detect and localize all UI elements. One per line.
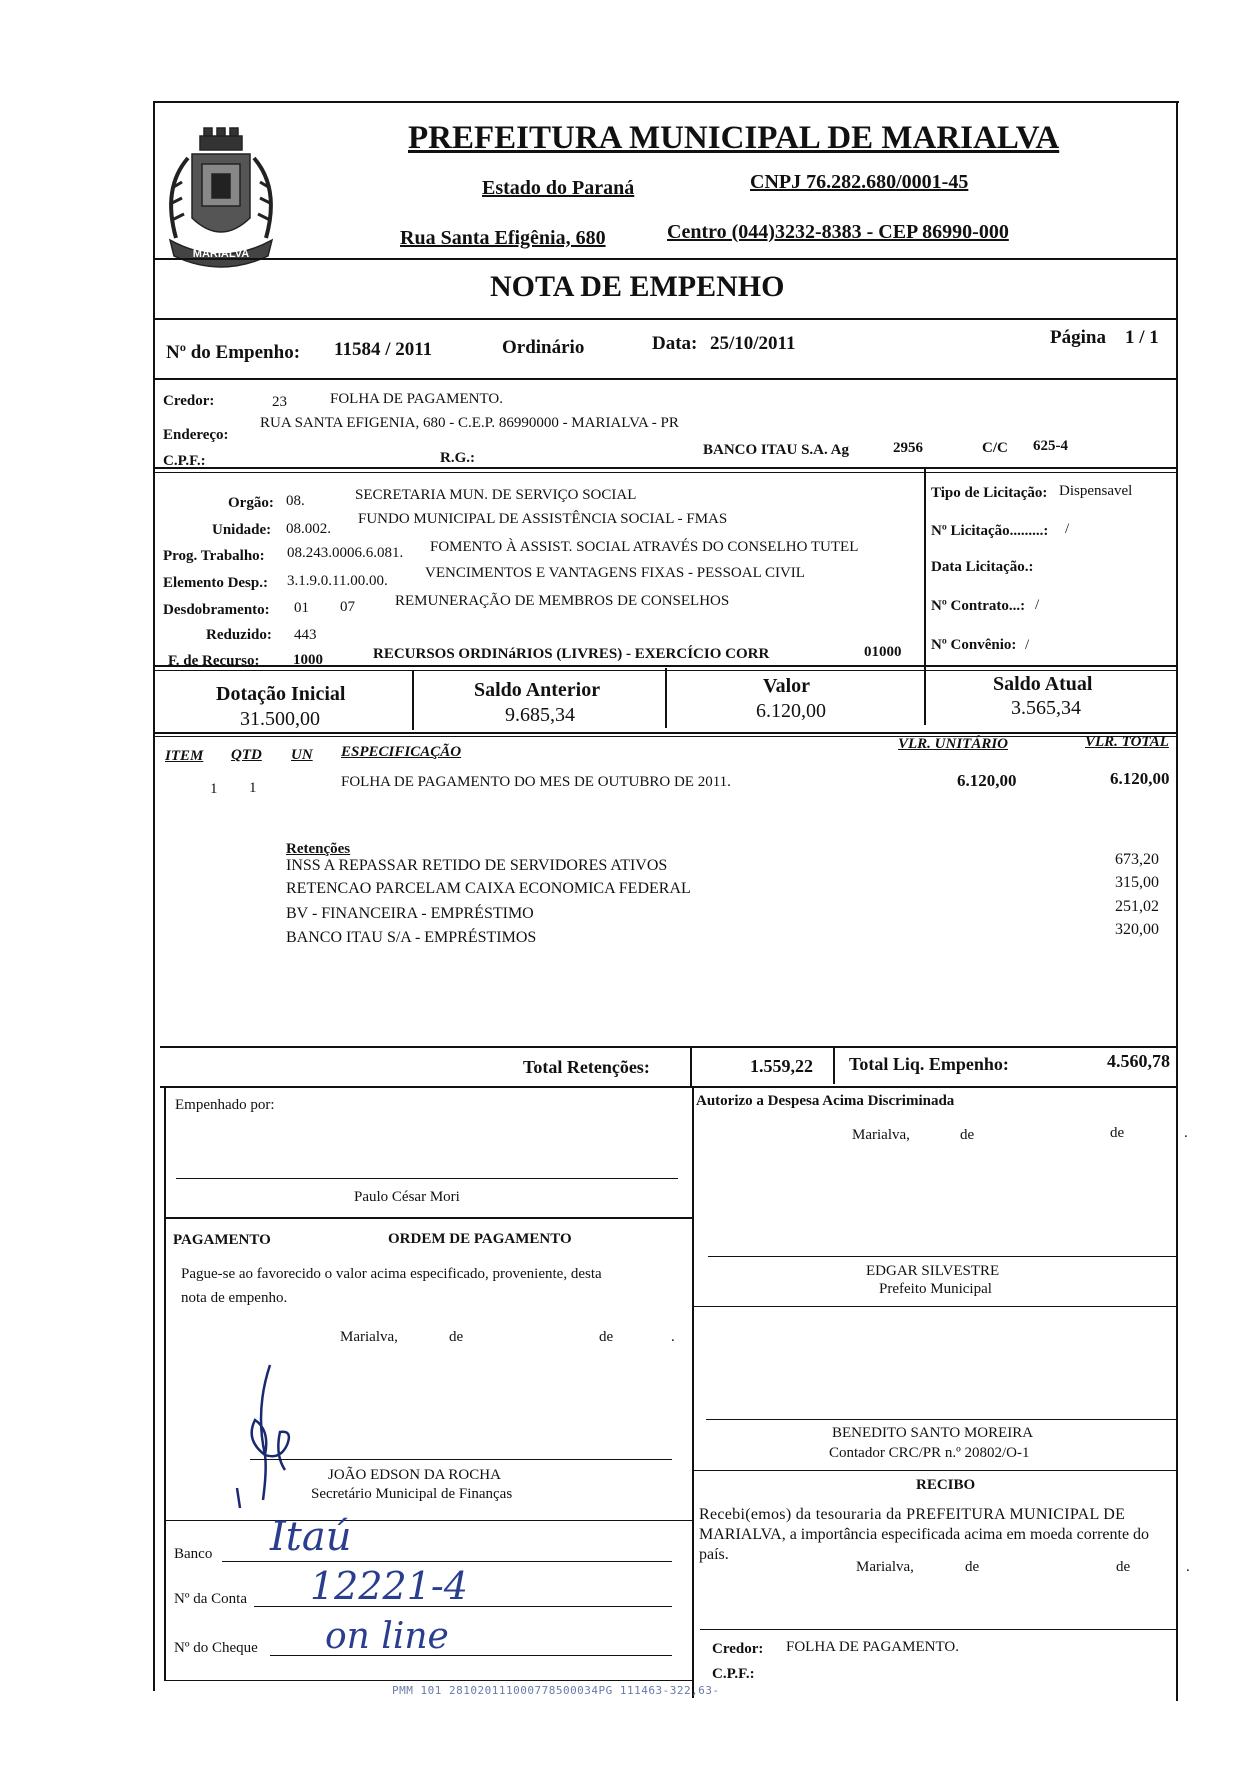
secretario-role: Secretário Municipal de Finanças: [311, 1486, 513, 1502]
cc-label: C/C: [982, 440, 1008, 456]
page-label: Página: [1050, 327, 1106, 348]
saldo-bottom: [153, 732, 1177, 734]
contrato-value: /: [1035, 597, 1040, 613]
retencao-desc: BANCO ITAU S/A - EMPRÉSTIMOS: [286, 929, 537, 946]
date-label: Data:: [652, 333, 698, 354]
recurso-code-2: 01000: [864, 644, 902, 660]
cheque-label: Nº do Cheque: [174, 1640, 258, 1656]
saldo-atual-value: 3.565,34: [1011, 697, 1081, 719]
desdobramento-label: Desdobramento:: [163, 602, 270, 618]
saldo-col-2: [665, 668, 667, 728]
recibo-de-1: de: [965, 1559, 980, 1575]
recibo-signature-line: [700, 1629, 1176, 1630]
budget-divider: [153, 665, 1177, 667]
page-number: 1 / 1: [1125, 327, 1159, 348]
title-divider: [153, 318, 1177, 320]
ordem-pagamento-label: ORDEM DE PAGAMENTO: [388, 1231, 572, 1247]
saldo-atual-label: Saldo Atual: [993, 673, 1093, 695]
pagamento-text-1: Pague-se ao favorecido o valor acima especificado, proveniente, desta: [181, 1266, 602, 1282]
cpf-label: C.P.F.:: [163, 453, 206, 469]
col-un-header: UN: [291, 747, 313, 763]
pagamento-de-2: de: [599, 1329, 614, 1345]
elemento-label: Elemento Desp.:: [163, 575, 268, 591]
autorizo-city: Marialva,: [852, 1127, 910, 1143]
retencao-value: 251,02: [1115, 898, 1159, 915]
total-retencoes-label: Total Retenções:: [523, 1057, 650, 1077]
empenho-type: Ordinário: [502, 337, 585, 358]
retencao-value: 320,00: [1115, 921, 1159, 938]
tipo-licitacao-value: Dispensavel: [1059, 483, 1133, 499]
handwritten-signature-icon: [225, 1360, 305, 1510]
elemento-name: VENCIMENTOS E VANTAGENS FIXAS - PESSOAL CIVIL: [425, 565, 805, 581]
retencao-value: 315,00: [1115, 874, 1159, 891]
crest-text: MARIALVA: [192, 248, 250, 260]
autorizo-de-1: de: [960, 1127, 975, 1143]
recurso-code: 1000: [293, 652, 323, 668]
recibo-credor-label: Credor:: [712, 1641, 764, 1657]
item-unit-value: 6.120,00: [957, 771, 1017, 790]
lower-bottom-left: [164, 1680, 692, 1681]
autorizo-label: Autorizo a Despesa Acima Discriminada: [696, 1093, 955, 1109]
autorizo-dot: .: [1184, 1125, 1188, 1141]
contador-signature-line: [706, 1419, 1176, 1420]
desdobramento-code-1: 01: [294, 600, 309, 616]
recurso-label: F. de Recurso:: [168, 653, 260, 669]
col-item-header: ITEM: [165, 748, 204, 764]
col-total-header: VLR. TOTAL: [1085, 734, 1169, 750]
recibo-dot: .: [1186, 1559, 1190, 1575]
cheque-handwritten: on line: [325, 1616, 449, 1657]
saldo-anterior-label: Saldo Anterior: [474, 679, 601, 701]
convenio-label: Nº Convênio:: [931, 637, 1017, 653]
address-label: Endereço:: [163, 427, 229, 443]
reduzido-value: 443: [294, 627, 317, 643]
frame-right: [1176, 101, 1178, 1701]
saldo-anterior-value: 9.685,34: [505, 704, 575, 726]
saldo-bottom-2: [153, 736, 1177, 737]
prefeito-name: EDGAR SILVESTRE: [866, 1263, 1000, 1279]
totals-top: [160, 1046, 1176, 1048]
reduzido-label: Reduzido:: [206, 627, 272, 643]
data-licitacao-label: Data Licitação.:: [931, 559, 1034, 575]
unidade-name: FUNDO MUNICIPAL DE ASSISTÊNCIA SOCIAL - FMAS: [358, 511, 728, 527]
prefeito-role: Prefeito Municipal: [879, 1281, 992, 1297]
lower-middle-divider: [692, 1086, 694, 1698]
retencoes-title: Retenções: [286, 841, 351, 857]
credor-divider-2: [153, 472, 1177, 473]
saldo-col-1: [412, 670, 414, 730]
contador-role: Contador CRC/PR n.º 20802/O-1: [829, 1445, 1030, 1461]
conta-label: Nº da Conta: [174, 1591, 247, 1607]
cnpj: CNPJ 76.282.680/0001-45: [750, 171, 969, 193]
cc-number: 625-4: [1033, 438, 1068, 454]
empenho-date: 25/10/2011: [710, 333, 796, 354]
pagamento-bottom: [164, 1520, 692, 1521]
recibo-city: Marialva,: [856, 1559, 914, 1575]
empenhado-signature-line: [176, 1178, 678, 1179]
empenhado-label: Empenhado por:: [175, 1097, 275, 1113]
item-spec: FOLHA DE PAGAMENTO DO MES DE OUTUBRO DE 2011.: [341, 774, 731, 790]
empenhado-name: Paulo César Mori: [354, 1189, 460, 1205]
prog-label: Prog. Trabalho:: [163, 548, 265, 564]
prefeito-bottom: [692, 1306, 1176, 1307]
desdobramento-code-2: 07: [340, 599, 355, 615]
orgao-code: 08.: [286, 493, 305, 509]
pagamento-label: PAGAMENTO: [173, 1232, 271, 1248]
recurso-name: RECURSOS ORDINáRIOS (LIVRES) - EXERCÍCIO CORR: [373, 646, 770, 662]
col-qtd-header: QTD: [231, 747, 262, 763]
banco-label: Banco: [174, 1546, 213, 1562]
dotacao-value: 31.500,00: [240, 708, 320, 730]
prog-name: FOMENTO À ASSIST. SOCIAL ATRAVÉS DO CONSELHO TUTEL: [430, 539, 859, 555]
municipal-crest-icon: [158, 118, 284, 278]
retencao-desc: INSS A REPASSAR RETIDO DE SERVIDORES ATIVOS: [286, 857, 668, 874]
valor-value: 6.120,00: [756, 700, 826, 722]
empenho-divider: [153, 378, 1177, 380]
state-name: Estado do Paraná: [482, 177, 635, 199]
col-spec-header: ESPECIFICAÇÃO: [341, 744, 462, 760]
total-liquido-value: 4.560,78: [1107, 1051, 1170, 1071]
item-number: 1: [210, 781, 218, 797]
secretario-signature-line: [250, 1459, 672, 1460]
pagamento-dot: .: [671, 1329, 675, 1345]
orgao-name: SECRETARIA MUN. DE SERVIÇO SOCIAL: [355, 487, 637, 503]
unidade-code: 08.002.: [286, 521, 331, 537]
empenhado-bottom: [164, 1217, 692, 1219]
desdobramento-name: REMUNERAÇÃO DE MEMBROS DE CONSELHOS: [395, 593, 730, 609]
retencao-value: 673,20: [1115, 851, 1159, 868]
valor-label: Valor: [763, 675, 811, 697]
empenho-number: 11584 / 2011: [334, 339, 433, 360]
banco-handwritten: Itaú: [270, 1514, 352, 1560]
totals-col-2: [833, 1046, 835, 1084]
footer-code: PMM 101 281020111000778500034PG 111463-322,63-: [392, 1684, 720, 1697]
rg-label: R.G.:: [440, 450, 475, 466]
convenio-value: /: [1025, 637, 1030, 653]
col-unit-header: VLR. UNITÁRIO: [898, 736, 1009, 752]
credor-label: Credor:: [163, 393, 215, 409]
recibo-text-1: Recebi(emos) da tesouraria da PREFEITURA MUNICIPAL DE: [699, 1506, 1126, 1523]
pagamento-text-2: nota de empenho.: [181, 1290, 288, 1306]
numero-licitacao-value: /: [1065, 521, 1070, 537]
prog-code: 08.243.0006.6.081.: [287, 545, 404, 561]
secretario-name: JOÃO EDSON DA ROCHA: [328, 1467, 501, 1483]
autorizo-de-2: de: [1110, 1125, 1125, 1141]
bank-name: BANCO ITAU S.A. Ag: [703, 442, 849, 458]
bank-agency: 2956: [893, 440, 923, 456]
credor-code: 23: [272, 394, 287, 410]
dotacao-label: Dotação Inicial: [216, 683, 346, 705]
totals-col-1: [690, 1046, 692, 1086]
total-liquido-label: Total Liq. Empenho:: [849, 1054, 1009, 1074]
item-total-value: 6.120,00: [1110, 769, 1170, 788]
numero-licitacao-label: Nº Licitação.........:: [931, 523, 1049, 539]
item-qtd: 1: [249, 780, 257, 796]
pagamento-de-1: de: [449, 1329, 464, 1345]
recibo-title: RECIBO: [916, 1477, 976, 1493]
credor-name: FOLHA DE PAGAMENTO.: [330, 391, 503, 407]
header-divider: [153, 258, 1177, 260]
unidade-label: Unidade:: [212, 522, 272, 538]
retencao-desc: BV - FINANCEIRA - EMPRÉSTIMO: [286, 905, 534, 922]
recibo-credor-name: FOLHA DE PAGAMENTO.: [786, 1639, 959, 1655]
document-title: NOTA DE EMPENHO: [490, 270, 785, 303]
street-address: Rua Santa Efigênia, 680: [400, 227, 606, 249]
recibo-text-2: MARIALVA, a importância especificada acima em moeda corrente do: [699, 1526, 1150, 1543]
recibo-de-2: de: [1116, 1559, 1131, 1575]
pagamento-city: Marialva,: [340, 1329, 398, 1345]
recibo-cpf-label: C.P.F.:: [712, 1666, 755, 1682]
total-retencoes-value: 1.559,22: [750, 1056, 813, 1076]
municipality-title: PREFEITURA MUNICIPAL DE MARIALVA: [408, 120, 1060, 156]
recibo-text-3: país.: [699, 1546, 729, 1563]
credor-address: RUA SANTA EFIGENIA, 680 - C.E.P. 86990000 - MARIALVA - PR: [260, 415, 679, 431]
totals-bottom: [160, 1086, 1176, 1088]
credor-divider: [153, 467, 1177, 469]
prefeito-signature-line: [708, 1256, 1176, 1257]
elemento-code: 3.1.9.0.11.00.00.: [287, 573, 388, 589]
contador-bottom: [692, 1470, 1176, 1471]
conta-handwritten: 12221-4: [310, 1564, 468, 1608]
district-phone-cep: Centro (044)3232-8383 - CEP 86990-000: [667, 221, 1009, 243]
licitacao-divider: [924, 467, 926, 665]
orgao-label: Orgão:: [228, 495, 274, 511]
empenho-number-label: Nº do Empenho:: [166, 342, 301, 363]
banco-line: [222, 1561, 672, 1562]
retencao-desc: RETENCAO PARCELAM CAIXA ECONOMICA FEDERAL: [286, 880, 691, 897]
tipo-licitacao-label: Tipo de Licitação:: [931, 485, 1048, 501]
saldo-col-3: [924, 665, 926, 725]
contrato-label: Nº Contrato...:: [931, 598, 1026, 614]
contador-name: BENEDITO SANTO MOREIRA: [832, 1425, 1034, 1441]
lower-left-border: [164, 1086, 166, 1680]
